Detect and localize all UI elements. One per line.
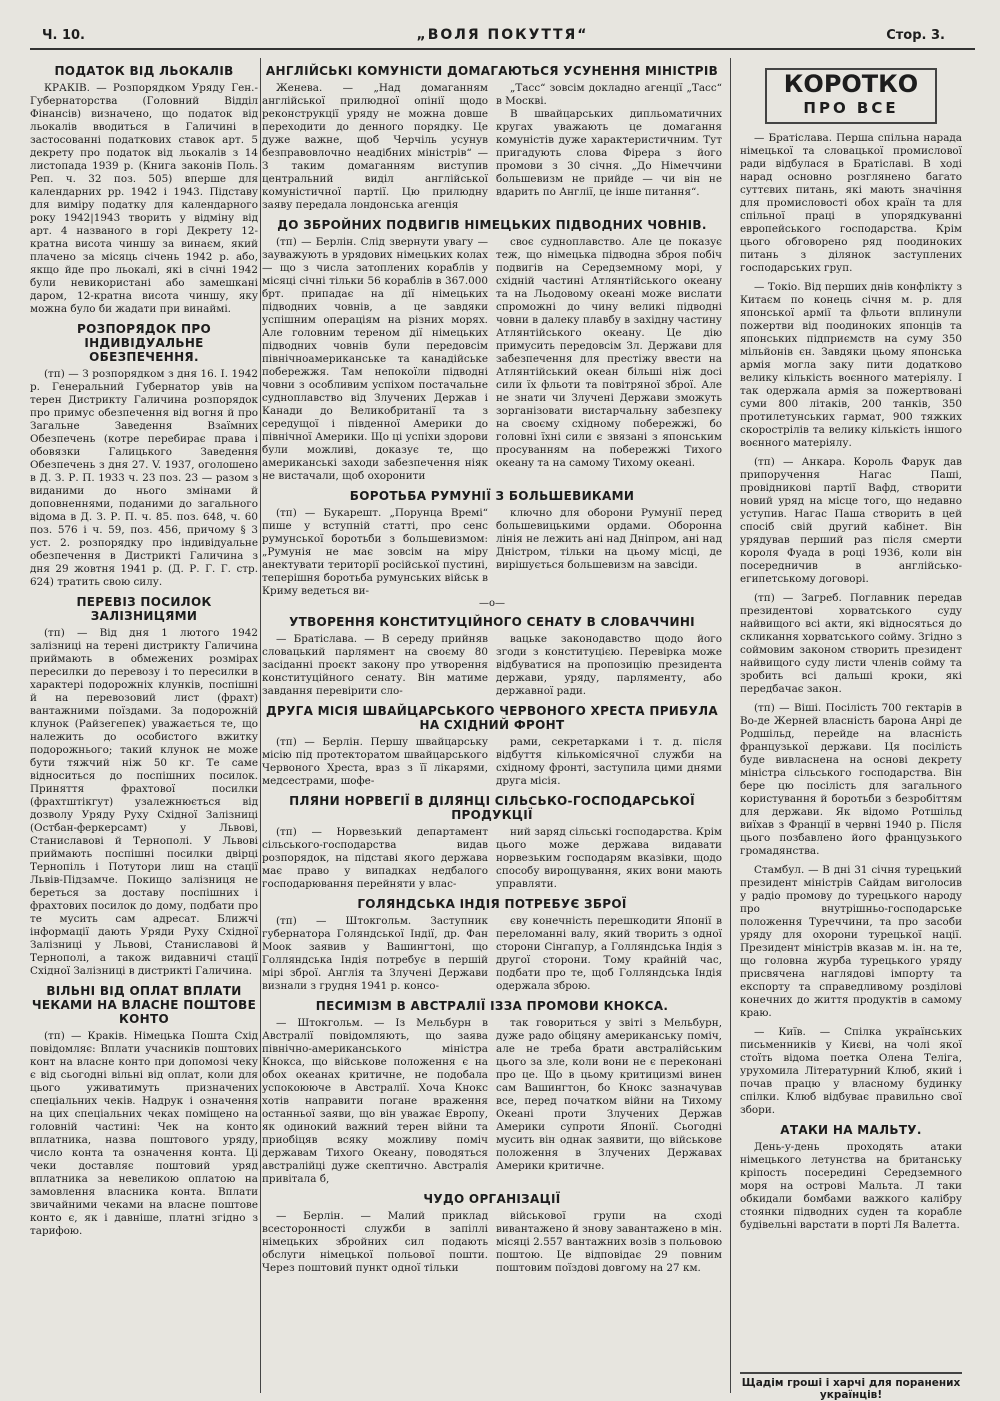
article-body: (тп) — Берлін. Першу швайцарську місію під протекторатом швайцарського Червоного Хреста, враз з її лікарями, медсестрами, шофе- xyxy=(262,736,488,787)
article-english-communists xyxy=(262,64,722,212)
logo-line-1: КОРОТКО xyxy=(783,70,919,98)
slogan-box: Щадім гроші і харчі для поранених українців! xyxy=(740,1372,962,1401)
headline: АТАКИ НА МАЛЬТУ. xyxy=(780,1123,922,1137)
news-item: (тп) — Віші. Посілість 700 гектарів в Во-де Жерней власність барона Анрі де Родшільд, перейде на власність французької держави. Ця посілість буде вивласнена на основі декрету міністра сільського господарства. Він бере цю посілість для загального користування й боротьби з безробіттям для держави. Як відомо Ротшільд виїхав з Франції в червні 1940 р. Після цього позбавлено його французького громадянства. xyxy=(740,702,962,857)
article-body: „Тасс“ зовсім докладно агенції „Тасс“ в Москві. xyxy=(496,82,722,107)
logo-line-2: ПРО ВСЕ xyxy=(803,99,899,117)
article-body: ключно для оборони Румунії перед большевицькими ордами. Оборонна лінія не лежить ані над Дніпром, ані над Дністром, тільки на цьому місці, де вирішується большевизм на завсіди. xyxy=(496,507,722,571)
column-rule-2 xyxy=(730,58,731,1393)
article-body: — Берлін. — Малий приклад всесторонності служби в запіллі німецьких збройних сил подають обслуги німецької польової пошти. Через поштовий пункт одної тільки xyxy=(262,1210,488,1274)
article-body: своє судноплавство. Але це показує теж, що німецька підводна зброя побіч подвигів на Середземному морі, у східній частині Атлянтійського океану та на Льодовому океані може вислати спроможні до чину великі підводні човни в далеку плавбу в західну частину Атлянтійського океану. Це дію примусить передовсім Зл. Держави для забезпечення для престіжу ввести на Атлянтійський океан більші ніж досі сили їх фльоти та повітряної зброї. Але не знати чи Злучені Держави зможуть зорганізовати вистарчальну забезпеку на своєму східному побережжі, бо головні їхні сили є звязані з японським просуванням на побережжі Тихого океану та на самому Тихому океані. xyxy=(496,236,722,469)
article-body: ний заряд сільські господарства. Крім цього може держава видавати норвезьким господарям вказівки, щодо способу вирощування, яких вони мають управляти. xyxy=(496,826,722,890)
article-norway xyxy=(262,794,722,891)
article-body: військової групи на сході вивантажено й знову завантажено в мін. місяці 2.557 вантажних возів з польовою поштою. Це відповідає 29 повним поштовим поїздові довгому на 27 км. xyxy=(496,1210,722,1274)
article-body: (тп) — Штокгольм. Заступник губернатора Голяндської Індії, др. Фан Моок заявив у Вашингтоні, що Голляндська Індія потребує в першій мірі зброї. Англія та Злучені Держави визнали з грудня 1941 р. консо- xyxy=(262,915,488,992)
separator: —о— xyxy=(478,598,506,609)
issue-number: Ч. 10. xyxy=(42,28,85,43)
article-body: (тп) — Берлін. Слід звернути увагу — зауважують в урядових німецьких колах — що з числа затоплених кораблів у місяці січні тільки 56 кораблів в 367.000 брт. припадає на дії німецьких підводних човнів, а це завдяки успішним операціям на різних морях. Але головним тереном дії німецьких підводних човнів були передовсім північноамериканське та канадійське побережжя. Там непокоїли підводні човни з особливим успіхом постачальне судноплавство від Злучених Держав і Канади до Великобританії та з середущої і південної Америки до північної Америки. Що ці успіхи здорови були можливі, доказує те, що американські заходи забезпечення ніяк не вистачали, щоб охоронити xyxy=(262,236,488,482)
headline: БОРОТЬБА РУМУНІЇ З БОЛЬШЕВИКАМИ xyxy=(349,489,635,503)
headline: УТВОРЕННЯ КОНСТИТУЦІЙНОГО СЕНАТУ В СЛОВАЧЧИНІ xyxy=(289,615,695,629)
article-body: В швайцарських дипльоматичних кругах уважають це домагання комуністів дуже характеристичним. Тут пригадують слова Фірера з його промови з 30 січня. „До Німеччини большевизм не прийде — чи він не вдарить по Англії, це інше питання“. xyxy=(496,108,722,198)
article-body: (тп) — Букарешт. „Порунца Времі“ пише у вступній статті, про сенс румунської боротьби з большевизмом: „Румунія не має зовсім на міру анектувати території російської пустині, теперішня боротьба румунських військ в Криму ведеться ви- xyxy=(262,507,488,597)
article-insurance xyxy=(30,322,258,589)
headline: ДРУГА МІСІЯ ШВАЙЦАРСЬКОГО ЧЕРВОНОГО ХРЕСТА ПРИБУЛА НА СХІДНИЙ ФРОНТ xyxy=(266,704,718,732)
headline: ПЛЯНИ НОРВЕГІЇ В ДІЛЯНЦІ СІЛЬСЬКО-ГОСПОДАРСЬКОЇ ПРОДУКЦІЇ xyxy=(289,794,695,822)
news-item: (тп) — Анкара. Король Фарук дав припоручення Нагас Паші, провідникові партії Вафд, створити новий уряд на місце того, що недавно уступив. Нагас Паша створить в цей спосіб свій другий кабінет. Він урядував перший раз після смерти короля Фуада в році 1936, коли він посередничив в англійсько-египетському договорі. xyxy=(740,456,962,585)
section-logo xyxy=(765,68,937,124)
article-body: Женева. — „Над домаганням англійської прилюдної опінії щодо реконструкції уряду не можна довше переходити до денного порядку. Це дуже важне, щоб Черчіль усунув безправовлочно неадібних міністрів“ — З таким домаганням виступив центральний виділ англійської комуністичної партії. Цю прилюдну заяву передала лондонська агенція xyxy=(262,82,488,211)
newspaper-title: „ВОЛЯ ПОКУТТЯ“ xyxy=(416,27,589,43)
headline: ГОЛЯНДСЬКА ІНДІЯ ПОТРЕБУЄ ЗБРОЇ xyxy=(357,897,627,911)
article-body: так говориться у звіті з Мельбурн, дуже радо обіцяну американську поміч, але не треба брати австралійським цього за зле, коли вони не є переконані про це. Що в цьому критицизмі винен сам Вашингтон, бо Кнокс зазначував все, перед початком війни на Тихому Океані проти Злучених Держав Америки супроти Японії. Сьогодні мусить він однак заявити, що військове положення в Злучених Державах Америки критичне. xyxy=(496,1017,722,1172)
headline: ДО ЗБРОЙНИХ ПОДВИГІВ НІМЕЦЬКИХ ПІДВОДНИХ ЧОВНІВ. xyxy=(277,218,707,232)
article-body: (тп) — Норвезький департамент сільського-господарства видав розпорядок, на підставі якого держава має право у випадках недбалого господарювання перейняти у влас- xyxy=(262,826,488,890)
headline: ПЕРЕВІЗ ПОСИЛОК ЗАЛІЗНИЦЯМИ xyxy=(76,595,212,623)
article-body: КРАКІВ. — Розпорядком Уряду Ген.-Губернаторства (Головний Відділ Фінансів) визначено, що податок від льокалів вводиться в Галичині в застосованні податкових ставок арт. 5 декрету про податок від льокалів з 14 листопада 1939 р. (Книга законів Поль. Реп. ч. 32 поз. 505) вперше для календарних рр. 1942 і 1943. Підставу для виміру податку для календарного року 1942|1943 творить у відміну від арт. 4 названого в горі Декрету 12-кратна висота чиншу за винаєм, який плачено за місяць січень 1942 р. або, якщо йде про льокалі, які в січні 1942 були невикористані або замешкані даром, 12-кратна висота чиншу, яку можна було би жадати при винаймі. xyxy=(30,82,258,315)
article-railway-parcels xyxy=(30,595,258,978)
headline: АНГЛІЙСЬКІ КОМУНІСТИ ДОМАГАЮТЬСЯ УСУНЕННЯ МІНІСТРІВ xyxy=(265,64,719,78)
headline: ЧУДО ОРГАНІЗАЦІЇ xyxy=(423,1192,561,1206)
article-swiss-red-cross xyxy=(262,704,722,788)
article-romania xyxy=(262,489,722,609)
news-item: — Братіслава. Перша спільна нарада німецької та словацької промислової ради відбулася в Братіславі. В ході нарад основно розглянено багато суттєвих питань, які мають значіння для промисловості обох країн та для спільної праці в упорядкуванні европейського господарства. Крім цього обговорено ряд поодиноких питань з ділянок заступлених господарських груп. xyxy=(740,132,962,274)
article-body: (тп) — Від дня 1 лютого 1942 залізниці на терені дистрикту Галичина приймають в обмежених розмірах пересилки до перевозу і то пересилки в характері подорожніх клунків, поспішні й на перевозовий лист (фрахт) вантажними поїздами. За подорожній клунок (Райзегепек) уважається те, що належить до особистого вжитку подорожнього; такий клунок не може бути тяжчий ніж 50 кг. Те саме відноситься до поспішних посилок. Приняття фрахтової посилки (фрахтштікгут) узалежнюється від дозволу Уряду Руху Східної Залізниці (Остбан-феркерсамт) у Львові, Станиславові й Тернополі. У Львові приймають поспішні посилки двірці Тернопіль і Потутори лиш на стації Львів-Підзамче. Покищо залізниця не береться за доставу поспішних і фрахтових посилок до дому, подбати про те мусить сам адресат. Ближчі інформації дають Уряди Руху Східної Залізниці у Львові, Станиславові й Тернополі, а також видавничі стації Східної Залізниці в дистрикті Галичина. xyxy=(30,627,258,977)
news-item: — Київ. — Спілка українських письменників у Києві, на чолі якої стоїть відома поетка Олена Теліга, урухомила Літературний Клюб, який і почав працю у власному будинку спілки. Клюб відбуває правильно свої збори. xyxy=(740,1026,962,1116)
column-left xyxy=(30,58,258,1393)
article-body: рами, секретарками і т. д. після відбуття кількомісячної служби на східному фронті, заступила цими днями друга місія. xyxy=(496,736,722,787)
article-postal-cheques xyxy=(30,984,258,1238)
article-slovak-senate xyxy=(262,615,722,698)
article-dutch-india xyxy=(262,897,722,993)
news-item: — Токіо. Від перших днів конфлікту з Китаєм по конець січня м. р. для японської армії та фльоти вплинули пожертви від поодиноких японців та японських підприємств на суму 350 мільйонів єн. Завдяки цьому японська армія могла заку пити додатково велику кількість воєнного матеріялу. І так одержала армія за пожертвовані суми 800 літаків, 200 танків, 350 протилетунських гармат, 900 тяжких скорострілів та велику кількість іншого воєнного матеріялу. xyxy=(740,281,962,449)
page-header xyxy=(30,22,975,50)
headline: РОЗПОРЯДОК ПРО ІНДИВІДУАЛЬНЕ ОБЕЗПЕЧЕННЯ. xyxy=(77,322,211,364)
column-rule-1 xyxy=(260,58,261,1393)
article-submarines xyxy=(262,218,722,483)
article-field-post xyxy=(262,1192,722,1275)
article-body: — Штокгольм. — Із Мельбурн в Австралії повідомляють, що заява північно-американського міністра Кнокса, що військове положення є на обох океанах критичне, не подобала успокоююче в Австралії. Хоча Кнокс хотів направити погане враження останньої заяви, що він уважає Европу, як одинокий важний терен війни та приобіцяв всяку можливу поміч державам Тихого Океану, поводяться австралійці дуже скептично. Австралія привітала б, xyxy=(262,1017,488,1185)
headline: ПОДАТОК ВІД ЛЬОКАЛІВ xyxy=(54,64,234,78)
page-number: Стор. 3. xyxy=(886,28,945,43)
article-lokal-tax xyxy=(30,64,258,316)
article-australia xyxy=(262,999,722,1186)
article-body: — Братіслава. — В середу прийняв словацький парлямент на своєму 80 засіданні проєкт закону про утворення конституційного сенату. Він матиме завдання перевірити сло- xyxy=(262,633,488,697)
column-right xyxy=(740,58,962,1393)
column-middle xyxy=(262,58,722,1393)
headline: ВІЛЬНІ ВІД ОПЛАТ ВПЛАТИ ЧЕКАМИ НА ВЛАСНЕ ПОШТОВЕ КОНТО xyxy=(31,984,257,1026)
article-body: День-у-день проходять атаки німецького летунства на британську кріпость посередині Середземного моря на острові Мальта. Л таки обкидали бомбами важкого калібру стоянки підводних суден та корабле будівельні варстати в порті Ля Валетта. xyxy=(740,1141,962,1231)
news-item: (тп) — Загреб. Поглавник передав президентові хорватського суду найвищого всі акти, які відносяться до скликання хорватського сойму. Згідно з соймовим законом створить президент найвищого суду листи членів сойму та зробить всі дальші кроки, які передбачає закон. xyxy=(740,592,962,695)
headline: ПЕСИМІЗМ В АВСТРАЛІЇ ІЗЗА ПРОМОВИ КНОКСА. xyxy=(315,999,669,1013)
article-body: (тп) — Краків. Німецька Пошта Схід повідомляє: Вплати учасників поштових конт на власне конто при допомозі чеку є від сьогодні вільні від оплат, коли для цього уживатимуть призначених спеціальних чеків. Надрук і означення на цих спеціальних чеках поміщено на головній частині: Чек на конто вплатника, назва поштового уряду, число конта та означення конта. Ці чеки доставляє поштовий уряд вплатника за невеликою оплатою на замовлення власника конта. Вплати звичайними чеками на власне поштове конто є, як і давніше, платні згідно з тарифою. xyxy=(30,1030,258,1237)
article-body: єву конечність перешкодити Японії в переломанні валу, який творить з одної сторони Сінгапур, а Голляндська Індія з другої сторони. Тому крайній час, подбати про те, щоб Голляндська Індія одержала зброю. xyxy=(496,915,722,992)
article-body: (тп) — З розпорядком з дня 16. І. 1942 р. Генеральний Губернатор увів на терен Дистрикту Галичина розпорядок про примус обезпечення від вогня й про Загальне Заведення Взаїмних Обезпечень (котре перебирає права і обовязки Галицького Заведення Обезпечень з дня 27. V. 1937, оголошено в Д. З. Р. П. 1933 ч. 23 поз. 23 — разом з виданими до нього змінами й доповненнями, поданими до загального відома в Д. З. Р. П. ч. 85. поз. 648, ч. 60 поз. 576 і ч. 59, поз. 456, причому § 3 уст. 2. розпорядку про індивідуальне обезпечення в Дистрикті Галичина з дня 29 жовтня 1941 р. (Д. Р. Г. Г. стр. 624) тратить свою силу. xyxy=(30,368,258,588)
news-item: Стамбул. — В дні 31 січня турецький президент міністрів Сайдам виголосив у радіо промову до турецького народу про внутрішньо-господарське положення Туреччини, та про засоби уряду для охорони турецької нації. Президент міністрів вказав м. ін. на те, що головна журба турецького уряду присвячена наглядові імпорту та експорту та справедливому розділові конечних до життя продуктів в самому краю. xyxy=(740,864,962,1019)
article-body: вацьке законодавство щодо його згоди з конституцією. Перевірка може відбуватися на пропозицію президента держави, уряду, парляменту, або державної ради. xyxy=(496,633,722,697)
